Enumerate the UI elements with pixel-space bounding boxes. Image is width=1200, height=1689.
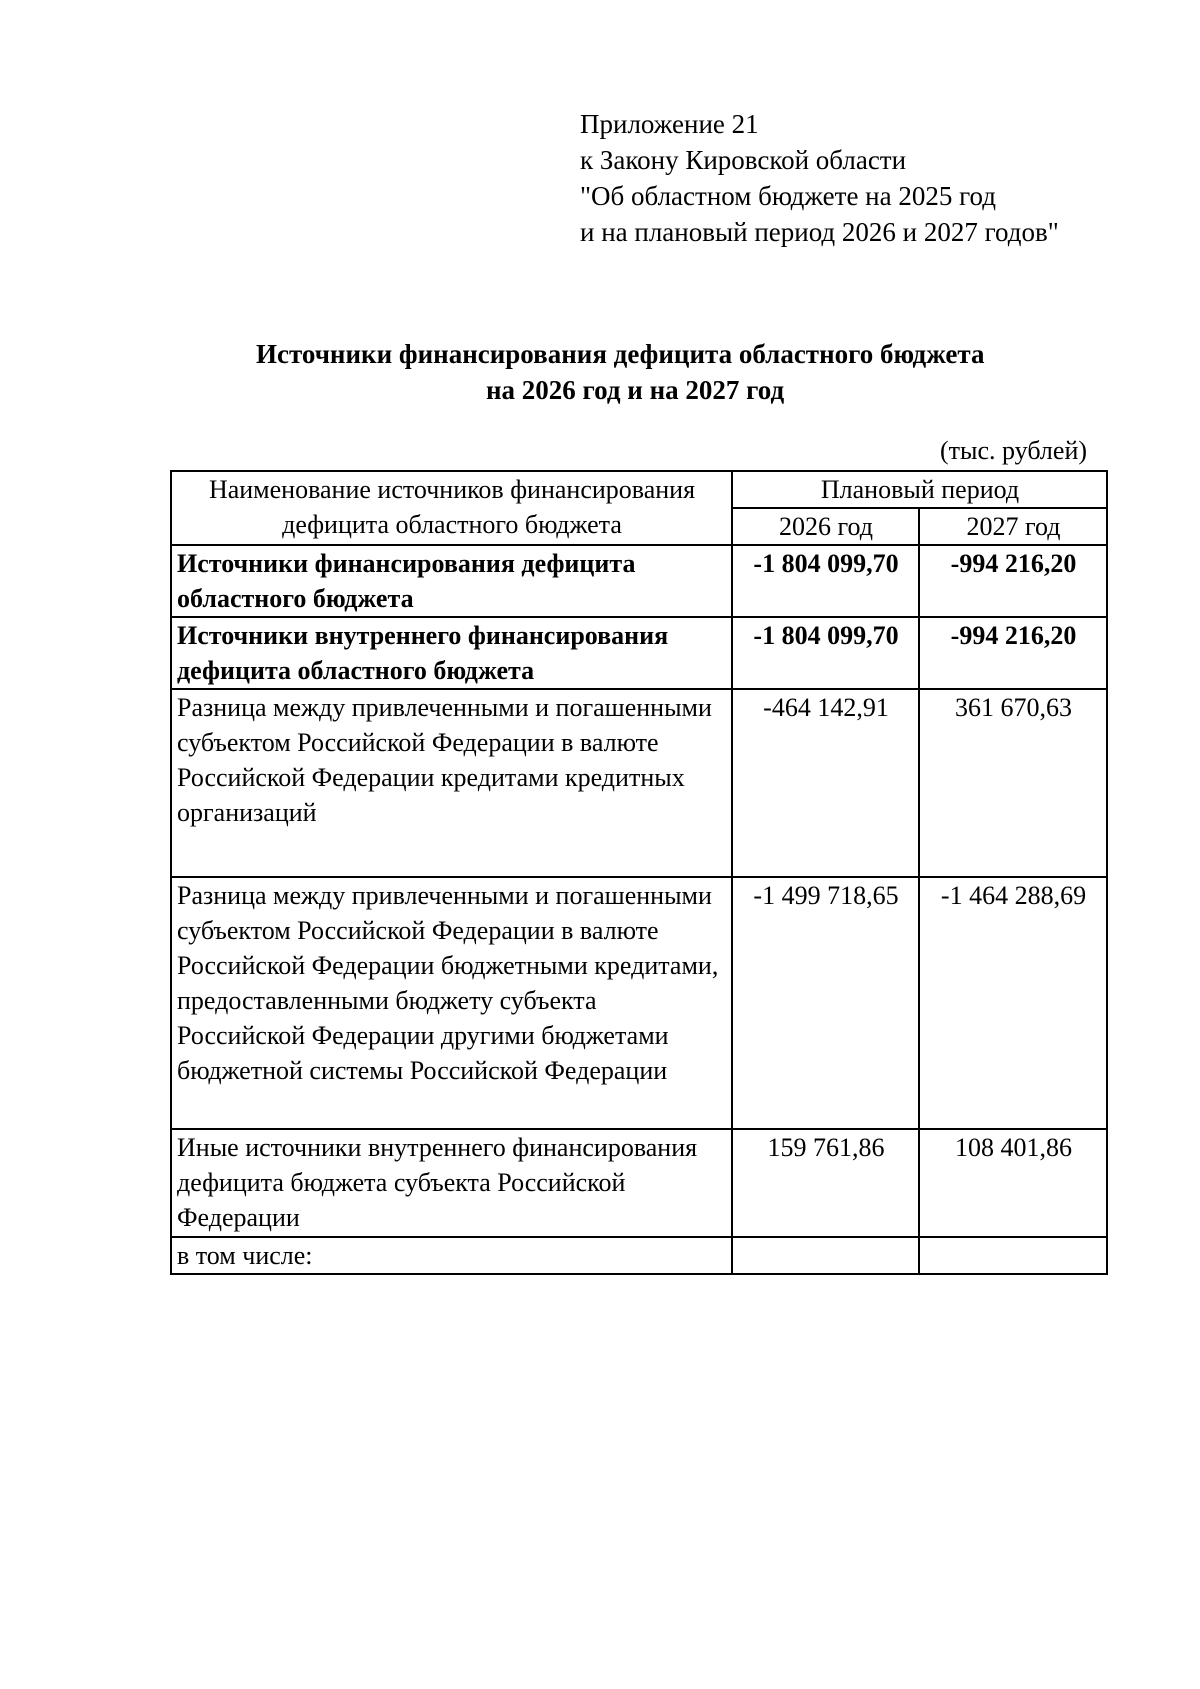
appendix-number: Приложение 21 [580, 109, 759, 139]
row-name: Иные источники внутреннего финансирования дефицита бюджета субъекта Российской Федерации [171, 1129, 732, 1237]
row-name: Разница между привлеченными и погашенными субъектом Российской Федерации в валюте Российской Федерации кредитами кредитных организаций [171, 689, 732, 877]
row-name: в том числе: [171, 1237, 732, 1274]
row-name: Источники финансирования дефицита областного бюджета [171, 545, 732, 617]
document-title-line2: на 2026 год и на 2027 год [486, 375, 785, 405]
table-row [171, 1237, 1107, 1274]
table-row [171, 689, 1107, 877]
table-row [171, 1129, 1107, 1237]
appendix-law-line: к Закону Кировской области [580, 145, 907, 175]
header-year-2027: 2027 год [919, 508, 1107, 545]
row-value-2027: 108 401,86 [919, 1129, 1107, 1237]
deficit-sources-table [170, 470, 1108, 1275]
row-value-2026: -1 804 099,70 [732, 617, 919, 689]
table-header-row [171, 471, 1107, 508]
row-value-2027: -1 464 288,69 [919, 877, 1107, 1129]
row-name: Источники внутреннего финансирования дефицита областного бюджета [171, 617, 732, 689]
units-label: (тыс. рублей) [940, 436, 1088, 465]
row-name: Разница между привлеченными и погашенными субъектом Российской Федерации в валюте Российской Федерации бюджетными кредитами, предоставленными бюджету субъекта Российской Федерации другими бюджетами бюджетной системы Российской Федерации [171, 877, 732, 1129]
appendix-law-title-line2: и на плановый период 2026 и 2027 годов" [580, 217, 1059, 247]
row-value-2027 [919, 1237, 1107, 1274]
appendix-reference [580, 106, 1059, 250]
row-value-2026: 159 761,86 [732, 1129, 919, 1237]
row-value-2027: -994 216,20 [919, 545, 1107, 617]
row-value-2027: 361 670,63 [919, 689, 1107, 877]
row-value-2027: -994 216,20 [919, 617, 1107, 689]
header-period-cell: Плановый период [732, 471, 1107, 508]
table-row [171, 877, 1107, 1129]
row-value-2026: -1 499 718,65 [732, 877, 919, 1129]
row-value-2026: -464 142,91 [732, 689, 919, 877]
header-name-cell: Наименование источников финансирования дефицита областного бюджета [171, 471, 732, 545]
appendix-law-title-line1: "Об областном бюджете на 2025 год [580, 181, 996, 211]
row-value-2026: -1 804 099,70 [732, 545, 919, 617]
header-year-2026: 2026 год [732, 508, 919, 545]
row-value-2026 [732, 1237, 919, 1274]
table-row [171, 617, 1107, 689]
table-row [171, 545, 1107, 617]
document-title-line1: Источники финансирования дефицита областного бюджета [256, 339, 985, 369]
